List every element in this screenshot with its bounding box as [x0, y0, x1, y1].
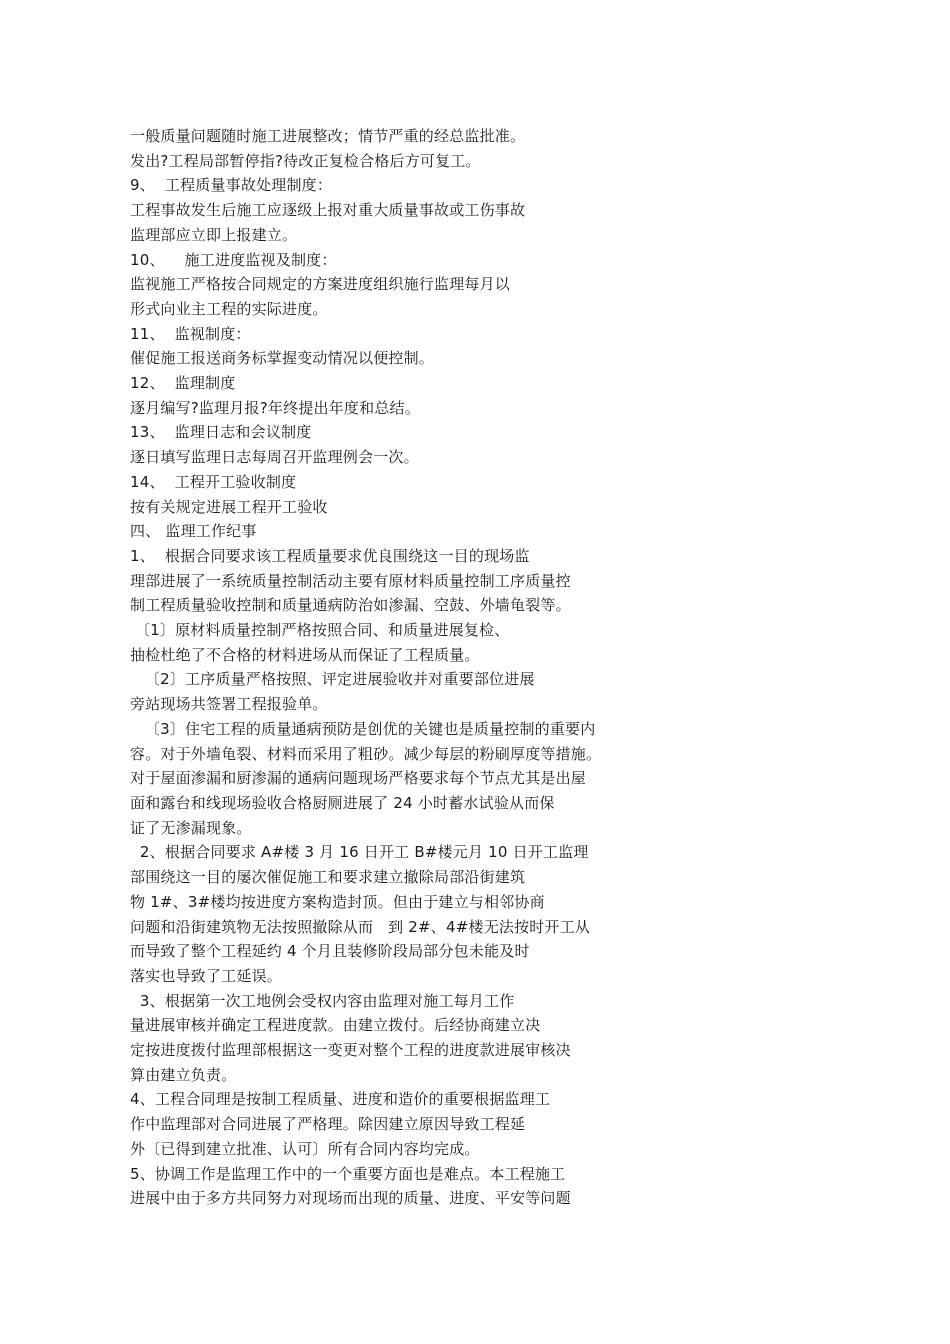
text-line: 而导致了整个工程延约 4 个月且装修阶段局部分包未能及时 [130, 942, 530, 961]
text-line: 定按进度拨付监理部根据这一变更对整个工程的进度款进展审核决 [130, 1041, 571, 1060]
text-line: 一般质量问题随时施工进展整改；情节严重的经总监批准。 [130, 127, 526, 145]
text-line: 催促施工报送商务标掌握变动情况以便控制。 [130, 349, 435, 368]
text-line: 面和露台和线现场验收合格厨厕进展了 24 小时蓄水试验从而保 [130, 793, 555, 812]
text-line: 监理部应立即上报建立。 [130, 225, 298, 244]
text-line: 旁站现场共签署工程报验单。 [130, 695, 328, 714]
text-line: 问题和沿街建筑物无法按照撤除从而 到 2#、4#楼无法按时开工从 [130, 917, 591, 936]
text-line: 证了无渗漏现象。 [130, 818, 252, 837]
text-line: 2、根据合同要求 A#楼 3 月 16 日开工 B#楼元月 10 日开工监理 [130, 843, 589, 862]
text-line: 5、协调工作是监理工作中的一个重要方面也是难点。本工程施工 [130, 1164, 566, 1183]
text-line: 发出?工程局部暂停指?待改正复检合格后方可复工。 [130, 151, 481, 170]
body-text [130, 124, 690, 1211]
section-heading: 14、 工程开工验收制度 [130, 472, 297, 491]
section-heading: 13、 监理日志和会议制度 [130, 423, 312, 442]
text-line: 1、 根据合同要求该工程质量要求优良围绕这一目的现场监 [130, 546, 530, 565]
text-line: 部围绕这一目的屡次催促施工和要求建立撤除局部沿街建筑 [130, 868, 526, 887]
text-line: 监视施工严格按合同规定的方案进度组织施行监理每月以 [130, 275, 511, 294]
section-heading: 10、 施工进度监视及制度： [130, 250, 337, 269]
text-line: 理部进展了一系统质量控制活动主要有原材料质量控制工序质量控 [130, 571, 571, 590]
text-line: 对于屋面渗漏和厨渗漏的通病问题现场严格要求每个节点尤其是出屋 [130, 769, 587, 788]
text-line: 算由建立负责。 [130, 1065, 237, 1084]
section-heading: 11、 监视制度： [130, 324, 251, 343]
text-line: 3、根据第一次工地例会受权内容由监理对施工每月工作 [130, 991, 515, 1010]
text-line: 进展中由于多方共同努力对现场而出现的质量、进度、平安等问题 [130, 1189, 571, 1208]
text-line: 形式向业主工程的实际进度。 [130, 299, 328, 318]
text-line: 4、工程合同理是按制工程质量、进度和造价的重要根据监理工 [130, 1090, 551, 1109]
text-line: 制工程质量验收控制和质量通病防治如渗漏、空鼓、外墙龟裂等。 [130, 596, 571, 615]
section-heading: 9、 工程质量事故处理制度： [130, 176, 333, 195]
chapter-heading: 四、 监理工作纪事 [130, 522, 257, 541]
text-line: 〔2〕工序质量严格按照、评定进展验收并对重要部位进展 [130, 670, 535, 689]
text-line: 〔1〕原材料质量控制严格按照合同、和质量进展复检、 [130, 621, 510, 640]
text-line: 〔3〕住宅工程的质量通病预防是创优的关键也是质量控制的重要内 [130, 719, 596, 738]
text-line: 量进展审核并确定工程进度款。由建立拨付。后经协商建立决 [130, 1016, 541, 1035]
text-line: 作中监理部对合同进展了严格理。除因建立原因导致工程延 [130, 1115, 526, 1134]
text-line: 工程事故发生后施工应逐级上报对重大质量事故或工伤事故 [130, 201, 526, 220]
text-line: 逐月编写?监理月报?年终提出年度和总结。 [130, 398, 420, 417]
text-line: 物 1#、3#楼均按进度方案构造封顶。但由于建立与相邻协商 [130, 892, 545, 911]
text-line: 落实也导致了工延误。 [130, 966, 283, 985]
text-line: 容。对于外墙龟裂、材料而采用了粗砂。减少每层的粉刷厚度等措施。 [130, 744, 602, 763]
text-line: 逐日填写监理日志每周召开监理例会一次。 [130, 448, 419, 467]
text-line: 抽检杜绝了不合格的材料进场从而保证了工程质量。 [130, 645, 480, 664]
section-heading: 12、 监理制度 [130, 374, 236, 393]
text-line: 外〔已得到建立批准、认可〕所有合同内容均完成。 [130, 1139, 480, 1158]
text-line: 按有关规定进展工程开工验收 [130, 497, 328, 516]
